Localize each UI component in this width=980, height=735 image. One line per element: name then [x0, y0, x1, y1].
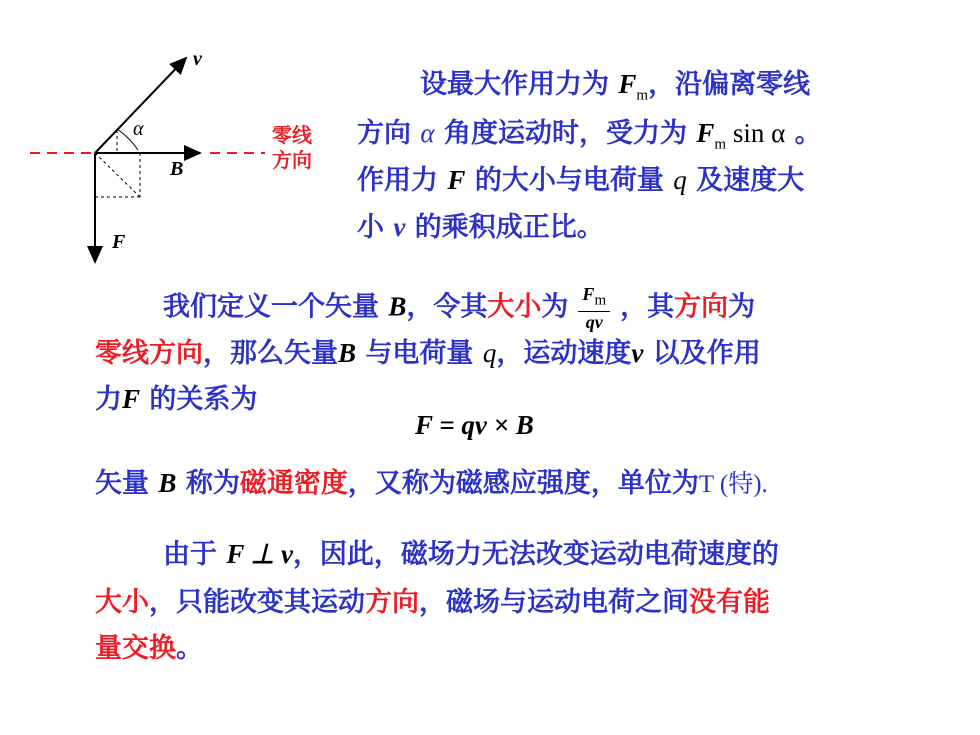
v-symbol: v — [393, 212, 406, 242]
formula-lorentz: F = qv × B — [415, 410, 534, 440]
para2-line1 — [163, 284, 755, 332]
text: 的大小与电荷量 — [465, 165, 674, 196]
para1-line4 — [357, 210, 604, 245]
F-symbol: F — [122, 384, 141, 414]
unit-tesla: T (特). — [698, 471, 768, 498]
B-symbol: B — [158, 468, 177, 498]
highlight-no-energy: 没有能 — [689, 587, 770, 618]
text: 为 — [728, 291, 756, 323]
para1-line1 — [420, 67, 810, 112]
zero-line-label-2: 方向 — [272, 148, 312, 172]
highlight-zero-line-direction: 零线方向 — [95, 338, 203, 369]
q-symbol: q — [482, 338, 497, 368]
text: 矢量 — [95, 468, 159, 499]
text: 作用力 — [357, 165, 448, 196]
text: 为 — [541, 291, 569, 323]
highlight-flux-density: 磁通密度 — [239, 468, 348, 499]
highlight-energy-exchange: 量交换 — [95, 633, 176, 664]
force-diagram — [0, 0, 300, 280]
text: 由于 — [163, 539, 227, 570]
frac-subscript: m — [594, 292, 607, 309]
m-subscript: m — [636, 87, 649, 104]
q-symbol: q — [673, 165, 687, 195]
F-symbol: F — [618, 69, 637, 99]
text: 我们定义一个矢量 — [163, 291, 389, 323]
F-symbol: F — [696, 118, 715, 148]
text: 的关系为 — [140, 384, 258, 415]
zero-line-label-1: 零线 — [272, 123, 312, 147]
B-label: B — [170, 158, 184, 180]
text: ，只能改变其运动 — [149, 587, 365, 618]
highlight-direction: 方向 — [365, 587, 419, 618]
B-symbol: B — [338, 338, 357, 368]
para2-line2 — [95, 336, 761, 371]
text: 与电荷量 — [356, 338, 483, 369]
text: ，运动速度 — [496, 338, 632, 369]
para4-line1 — [163, 537, 779, 572]
text: 角度运动时，受力为 — [434, 118, 697, 149]
guide-diagonal — [95, 153, 140, 197]
text: 以及作用 — [643, 338, 761, 369]
text: 。 — [785, 118, 822, 149]
alpha-label: α — [133, 118, 144, 140]
text: ，其 — [620, 291, 675, 323]
text: 称为 — [176, 468, 240, 499]
text: ，沿偏离零线 — [648, 69, 811, 100]
text: ，那么矢量 — [203, 338, 338, 369]
text: ，又称为磁感应强度，单位为 — [347, 468, 699, 499]
text: 小 — [357, 212, 394, 243]
F-symbol: F — [447, 165, 466, 195]
alpha-symbol: α — [420, 118, 435, 148]
frac-numerator: F — [582, 284, 595, 304]
text: ，因此，磁场力无法改变运动电荷速度的 — [292, 539, 779, 570]
text: 的乘积成正比。 — [405, 212, 604, 243]
B-symbol: B — [388, 291, 407, 322]
highlight-magnitude: 大小 — [95, 587, 149, 618]
v-symbol: v — [631, 338, 644, 368]
text: 方向 — [357, 118, 421, 149]
text: 设最大作用力为 — [420, 69, 619, 100]
zero-line-direction-label — [272, 123, 312, 173]
v-label: v — [193, 48, 202, 70]
text: ，磁场与运动电荷之间 — [419, 587, 689, 618]
highlight-direction: 方向 — [674, 291, 729, 323]
fraction-Fm-over-qv — [578, 284, 610, 332]
para4-line2 — [95, 586, 770, 620]
frac-denominator: qv — [585, 311, 603, 332]
text: 力 — [95, 384, 122, 415]
F-perp-v: F ⊥ v — [226, 539, 293, 569]
text: ，令其 — [406, 291, 488, 323]
text: 。 — [176, 633, 203, 664]
para3-line — [95, 466, 768, 502]
para4-line3 — [95, 632, 203, 666]
m-subscript: m — [714, 136, 727, 153]
para2-line3 — [95, 382, 257, 417]
highlight-magnitude: 大小 — [487, 291, 542, 323]
F-label: F — [112, 231, 126, 253]
sin-alpha: sin α — [726, 118, 786, 148]
text: 及速度大 — [686, 165, 805, 196]
para1-line3 — [357, 163, 804, 198]
para1-line2 — [357, 116, 822, 161]
